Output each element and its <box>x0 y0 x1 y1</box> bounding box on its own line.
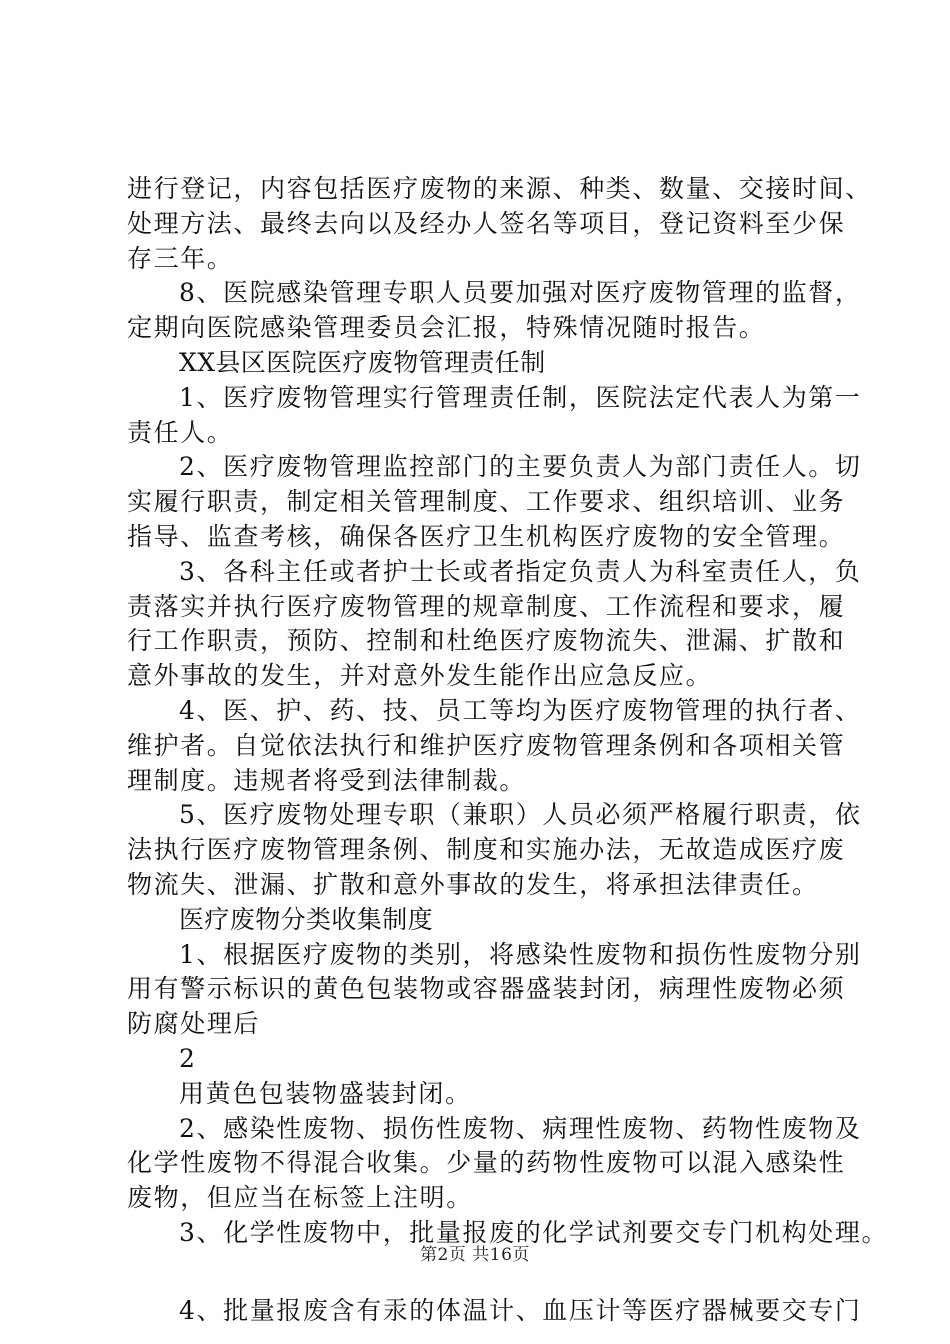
text-line: 理制度。违规者将受到法律制裁。 <box>127 765 527 795</box>
inline-page-number: 2 <box>179 1043 197 1073</box>
text-line: 行工作职责，预防、控制和杜绝医疗废物流失、泄漏、扩散和 <box>127 626 846 656</box>
paragraph-start: 3、化学性废物中，批量报废的化学试剂要交专门机构处理。 <box>179 1217 889 1247</box>
paragraph-start: 4、批量报废含有汞的体温计、血压计等医疗器械要交专门 <box>179 1295 862 1325</box>
text-line: 意外事故的发生，并对意外发生能作出应急反应。 <box>127 661 713 691</box>
paragraph-start: 1、医疗废物管理实行管理责任制，医院法定代表人为第一 <box>179 382 862 412</box>
document-body <box>127 172 889 1329</box>
paragraph-start: 5、医疗废物处理专职（兼职）人员必须严格履行职责，依 <box>179 800 862 830</box>
paragraph-8-start: 8、医院感染管理专职人员要加强对医疗废物管理的监督， <box>179 278 862 308</box>
text-line: 废物，但应当在标签上注明。 <box>127 1183 473 1213</box>
paragraph-start: 2、感染性废物、损伤性废物、病理性废物、药物性废物及 <box>179 1113 862 1143</box>
text-line: 进行登记，内容包括医疗废物的来源、种类、数量、交接时间、 <box>127 174 872 203</box>
paragraph-start: 2、医疗废物管理监控部门的主要负责人为部门责任人。切 <box>179 452 862 482</box>
text-line: 责落实并执行医疗废物管理的规章制度、工作流程和要求，履 <box>127 591 846 621</box>
text-line: 防腐处理后 <box>127 1009 261 1039</box>
text-line: 定期向医院感染管理委员会汇报，特殊情况随时报告。 <box>127 313 766 343</box>
text-line: 法执行医疗废物管理条例、制度和实施办法，无故造成医疗废 <box>127 835 846 865</box>
text-line: 责任人。 <box>127 417 234 447</box>
section-heading-classification: 医疗废物分类收集制度 <box>179 904 434 934</box>
text-line: 化学性废物不得混合收集。少量的药物性废物可以混入感染性 <box>127 1148 846 1178</box>
paragraph-start: 3、各科主任或者护士长或者指定负责人为科室责任人，负 <box>179 556 862 586</box>
page-footer: 第2页 共16页 <box>420 1245 530 1265</box>
text-line: 实履行职责，制定相关管理制度、工作要求、组织培训、业务 <box>127 487 846 517</box>
paragraph-start: 1、根据医疗废物的类别，将感染性废物和损伤性废物分别 <box>179 939 862 969</box>
text-line: 用有警示标识的黄色包装物或容器盛装封闭，病理性废物必须 <box>127 974 846 1004</box>
text-line: 存三年。 <box>127 243 234 273</box>
paragraph-start: 4、医、护、药、技、员工等均为医疗废物管理的执行者、 <box>179 695 862 725</box>
text-line: 用黄色包装物盛装封闭。 <box>179 1078 472 1108</box>
section-heading-responsibility: XX县区医院医疗废物管理责任制 <box>179 347 546 377</box>
text-line: 物流失、泄漏、扩散和意外事故的发生，将承担法律责任。 <box>127 869 819 899</box>
text-line: 维护者。自觉依法执行和维护医疗废物管理条例和各项相关管 <box>127 730 846 760</box>
text-line: 指导、监查考核，确保各医疗卫生机构医疗废物的安全管理。 <box>127 521 846 551</box>
text-line: 处理方法、最终去向以及经办人签名等项目，登记资料至少保 <box>127 208 846 238</box>
